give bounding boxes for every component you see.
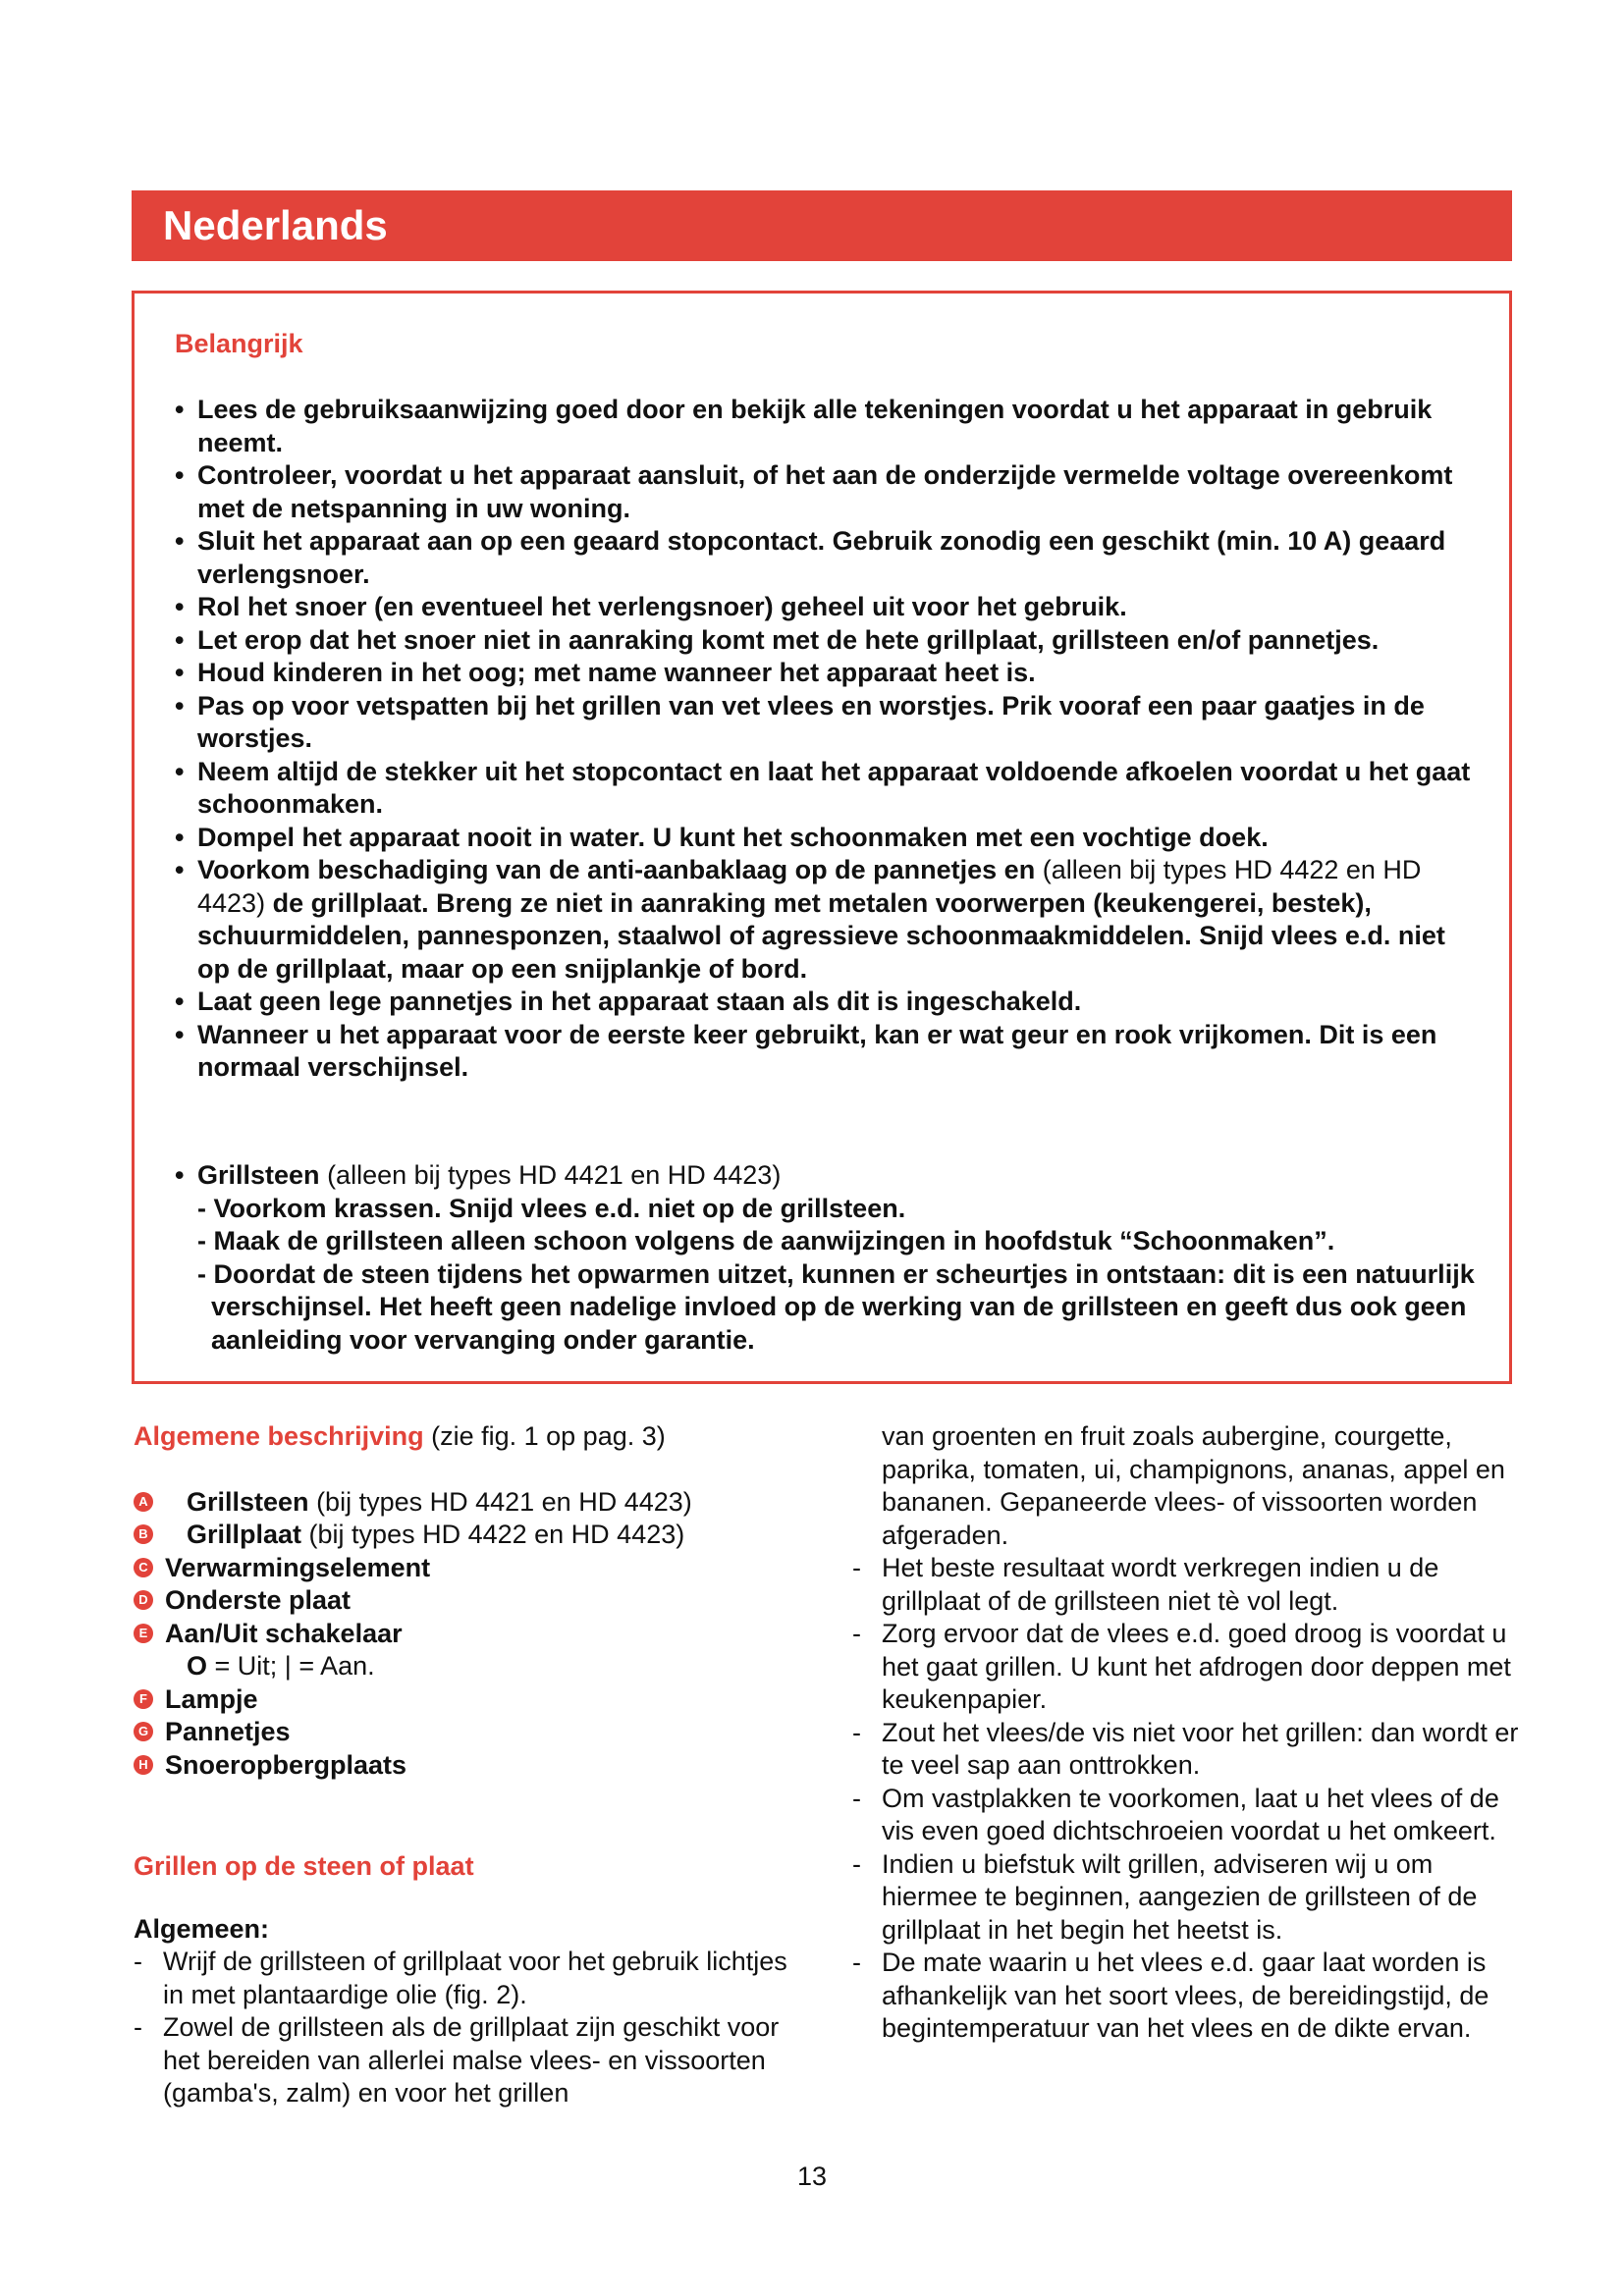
important-item: • Dompel het apparaat nooit in water. U kunt het schoonmaken met een vochtige doek.: [175, 822, 1481, 855]
grilling-heading: Grillen op de steen of plaat: [134, 1851, 474, 1881]
part-letter-badge: A: [134, 1492, 153, 1512]
part-item: [134, 1519, 791, 1552]
important-item: • Lees de gebruiksaanwijzing goed door en bekijk alle tekeningen voordat u het apparaat in gebruik neemt.: [175, 394, 1481, 459]
part-item: [134, 1749, 791, 1783]
part-item: [134, 1486, 791, 1520]
part-item: [134, 1618, 791, 1651]
part-letter-badge: B: [134, 1524, 153, 1544]
grillsteen-label: Grillsteen: [197, 1160, 320, 1190]
part-name: Verwarmingselement: [165, 1552, 431, 1582]
important-item: • Rol het snoer (en eventueel het verlengsnoer) geheel uit voor het gebruik.: [175, 591, 1481, 624]
coating-note: (alleen bij types HD 4422 en HD 4423): [197, 855, 1422, 918]
grilling-item: - De mate waarin u het vlees e.d. gaar laat worden is afhankelijk van het soort vlees, de bereidingstijd, de begintemperatuur van het vlees en de dikte ervan.: [852, 1947, 1520, 2046]
parts-list: [134, 1486, 791, 1783]
important-box: [132, 291, 1512, 1384]
switch-legend: = Uit; | = Aan.: [214, 1651, 375, 1681]
grilling-left-list: [134, 1946, 791, 2110]
important-item: • Sluit het apparaat aan op een geaard stopcontact. Gebruik zonodig een geschikt (min. 10 A) geaard verlengsnoer.: [175, 525, 1481, 591]
important-item-coating: [175, 854, 1481, 986]
part-name: Snoeropbergplaats: [165, 1749, 407, 1780]
part-item: [134, 1683, 791, 1717]
important-item: • Houd kinderen in het oog; met name wanneer het apparaat heet is.: [175, 657, 1481, 690]
grillsteen-title-line: [175, 1159, 1481, 1193]
grilling-item: - Wrijf de grillsteen of grillplaat voor het gebruik lichtjes in met plantaardige olie (fig. 2).: [134, 1946, 791, 2011]
important-item: • Neem altijd de stekker uit het stopcontact en laat het apparaat voldoende afkoelen voordat u het gaat schoonmaken.: [175, 756, 1481, 822]
description-heading-line: [134, 1420, 791, 1454]
right-column: [852, 1420, 1520, 2046]
part-name: Aan/Uit schakelaar: [165, 1618, 403, 1648]
grilling-item: - Het beste resultaat wordt verkregen indien u de grillplaat of de grillsteen niet tè vol legt.: [852, 1552, 1520, 1618]
part-item: [134, 1584, 791, 1618]
important-item: • Laat geen lege pannetjes in het apparaat staan als dit is ingeschakeld.: [175, 986, 1481, 1019]
part-name: Lampje: [165, 1683, 258, 1714]
switch-legend-line: [134, 1650, 791, 1683]
switch-off-symbol: O: [187, 1651, 208, 1681]
important-item: • Pas op voor vetspatten bij het grillen van vet vlees en worstjes. Prik vooraf een paar gaatjes in de worstjes.: [175, 690, 1481, 756]
important-list: [175, 394, 1481, 1085]
grilling-continuation: van groenten en fruit zoals aubergine, courgette, paprika, tomaten, ui, champignons, ananas, appel en bananen. Gepaneerde vlees- of vissoorten worden afgeraden.: [882, 1421, 1505, 1550]
general-label: Algemeen:: [134, 1913, 270, 1944]
part-note: (bij types HD 4421 en HD 4423): [316, 1486, 692, 1517]
grillsteen-note: (alleen bij types HD 4421 en HD 4423): [327, 1160, 782, 1190]
grillsteen-block: [175, 1159, 1481, 1357]
coating-text-1: Voorkom beschadiging van de anti-aanbaklaag op de pannetjes en: [197, 855, 1036, 884]
part-name: Onderste plaat: [165, 1585, 352, 1615]
coating-text-2: de grillplaat. Breng ze niet in aanraking met metalen voorwerpen (keukengerei, bestek), schuurmiddelen, pannesponzen, staalwol of agressieve schoonmaakmiddelen. Snijd vlees e.d. niet op de grillplaat, maar op een snijplankje of bord.: [197, 887, 1445, 984]
important-item: • Wanneer u het apparaat voor de eerste keer gebruikt, kan er wat geur en rook vrijkomen. Dit is een normaal verschijnsel.: [175, 1019, 1481, 1085]
part-letter-badge: C: [134, 1558, 153, 1577]
grillsteen-sub-item: - Voorkom krassen. Snijd vlees e.d. niet op de grillsteen.: [197, 1193, 906, 1223]
important-heading: Belangrijk: [175, 329, 303, 358]
part-letter-badge: E: [134, 1624, 153, 1643]
part-name: Grillsteen: [187, 1486, 309, 1517]
grilling-right-list: [852, 1552, 1520, 2046]
grilling-item: - Zorg ervoor dat de vlees e.d. goed droog is voordat u het gaat grillen. U kunt het afdrogen door deppen met keukenpapier.: [852, 1618, 1520, 1717]
page-number: 13: [796, 2162, 828, 2191]
grillsteen-sub-item: - Maak de grillsteen alleen schoon volgens de aanwijzingen in hoofdstuk “Schoonmaken”.: [197, 1226, 1335, 1255]
part-name: Grillplaat: [187, 1520, 302, 1549]
part-note: (bij types HD 4422 en HD 4423): [308, 1520, 685, 1549]
grilling-item: - Zowel de grillsteen als de grillplaat zijn geschikt voor het bereiden van allerlei malse vlees- en vissoorten (gamba's, zalm) en voor het grillen: [134, 2011, 791, 2110]
grilling-item: - Om vastplakken te voorkomen, laat u het vlees of de vis even goed dichtschroeien voordat u het omkeert.: [852, 1783, 1520, 1848]
important-item: • Let erop dat het snoer niet in aanraking komt met de hete grillplaat, grillsteen en/of pannetjes.: [175, 624, 1481, 658]
grillsteen-sub-item: - Doordat de steen tijdens het opwarmen uitzet, kunnen er scheurtjes in ontstaan: dit is een natuurlijk verschijnsel. Het heeft geen nadelige invloed op de werking van de grillsteen en geeft dus ook geen aanleiding voor vervanging onder garantie.: [197, 1258, 1475, 1355]
part-item: [134, 1552, 791, 1585]
description-heading: Algemene beschrijving: [134, 1421, 424, 1451]
left-column: [134, 1420, 791, 2110]
part-letter-badge: D: [134, 1590, 153, 1610]
part-letter-badge: G: [134, 1722, 153, 1741]
part-letter-badge: H: [134, 1755, 153, 1775]
grilling-item: - Zout het vlees/de vis niet voor het grillen: dan wordt er te veel sap aan onttrokken.: [852, 1717, 1520, 1783]
description-ref: (zie fig. 1 op pag. 3): [431, 1421, 666, 1451]
language-banner: Nederlands: [132, 190, 1512, 261]
grilling-item: - Indien u biefstuk wilt grillen, adviseren wij u om hiermee te beginnen, aangezien de grillsteen of de grillplaat in het begin het heetst is.: [852, 1848, 1520, 1948]
part-letter-badge: F: [134, 1689, 153, 1709]
part-item: [134, 1716, 791, 1749]
part-name: Pannetjes: [165, 1717, 291, 1746]
important-item: • Controleer, voordat u het apparaat aansluit, of het aan de onderzijde vermelde voltage overeenkomt met de netspanning in uw woning.: [175, 459, 1481, 525]
